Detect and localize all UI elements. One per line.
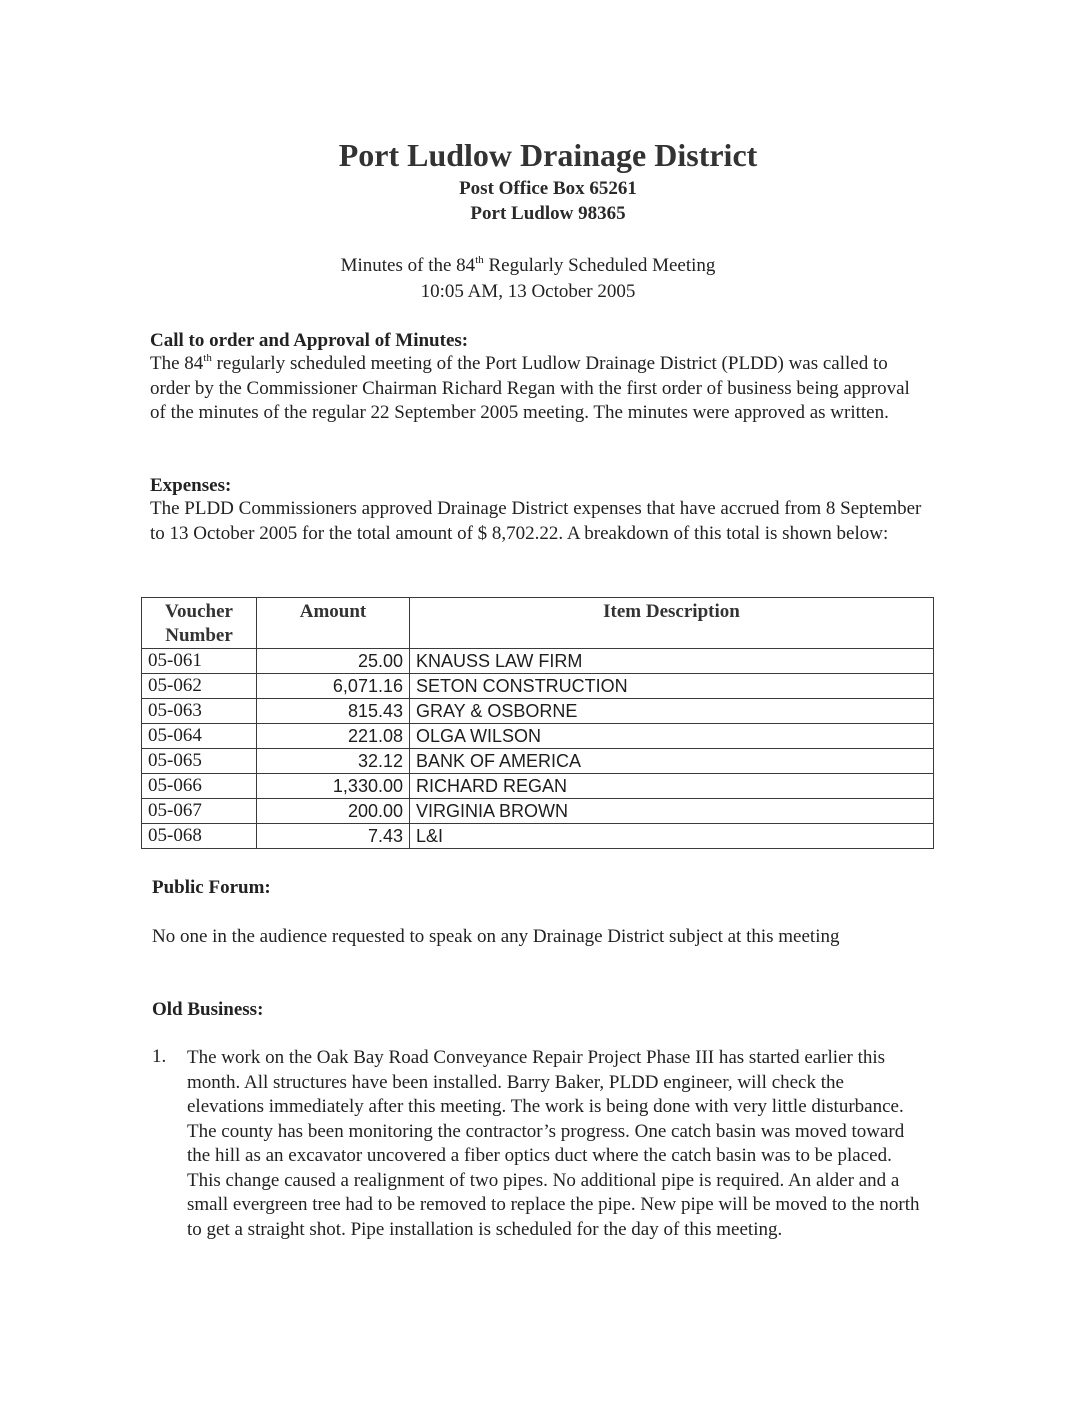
amount-cell: 200.00 [257,799,410,824]
meeting-title-post: Regularly Scheduled Meeting [483,255,716,276]
description-cell: L&I [410,824,934,849]
table-row [142,749,934,774]
voucher-cell: 05-063 [142,699,257,724]
amount-cell: 815.43 [257,699,410,724]
description-cell: KNAUSS LAW FIRM [410,649,934,674]
section-expenses [150,475,925,546]
description-cell: VIRGINIA BROWN [410,799,934,824]
column-header-description: Item Description [410,598,934,649]
description-cell: SETON CONSTRUCTION [410,674,934,699]
description-cell: OLGA WILSON [410,724,934,749]
text-post: regularly scheduled meeting of the Port Ludlow Drainage District (PLDD) was called to order by the Commissioner Chairman Richard Regan with the first order of business being approval of the minutes of the regular 22 September 2005 meeting. The minutes were approved as written. [150,353,910,423]
description-cell: BANK OF AMERICA [410,749,934,774]
voucher-cell: 05-064 [142,724,257,749]
meeting-title-pre: Minutes of the 84 [340,255,476,276]
column-header-amount: Amount [257,598,410,649]
table-row [142,724,934,749]
text-sup: th [203,352,212,364]
table-header-row [142,598,934,649]
column-header-voucher: Voucher Number [142,598,257,649]
address-city: Port Ludlow 98365 [470,203,626,224]
document-title: Port Ludlow Drainage District [338,137,758,173]
meeting-title-sup: th [475,254,484,266]
amount-cell: 221.08 [257,724,410,749]
description-cell: RICHARD REGAN [410,774,934,799]
voucher-cell: 05-061 [142,649,257,674]
section-call-to-order [150,330,920,426]
meeting-title [0,255,1056,277]
public-forum-text: No one in the audience requested to speak on any Drainage District subject at this meeting [152,926,840,947]
old-business-heading: Old Business: [152,999,264,1020]
table-row [142,799,934,824]
table-row [142,774,934,799]
expense-table [141,597,934,849]
public-forum-heading: Public Forum: [152,877,271,898]
amount-cell: 6,071.16 [257,674,410,699]
amount-cell: 1,330.00 [257,774,410,799]
address-po-box: Post Office Box 65261 [459,178,637,199]
description-cell: GRAY & OSBORNE [410,699,934,724]
section-heading: Call to order and Approval of Minutes: [150,330,469,351]
table-row [142,699,934,724]
list-item-text: The work on the Oak Bay Road Conveyance Repair Project Phase III has started earlier this month. All structures have been installed. Barry Baker, PLDD engineer, will check the elevations immediately after this meeting. The work is being done with very little disturbance. The county has been monitoring the contractor’s progress. One catch basin was moved toward the hill as an excavator uncovered a fiber optics duct where the catch basin was to be placed. This change caused a realignment of two pipes. No additional pipe is required. An alder and a small evergreen tree had to be removed to replace the pipe. New pipe will be moved to the north to get a straight shot. Pipe installation is scheduled for the day of this meeting. [187,1047,920,1240]
meeting-datetime: 10:05 AM, 13 October 2005 [420,281,636,302]
voucher-cell: 05-068 [142,824,257,849]
section-text: The PLDD Commissioners approved Drainage District expenses that have accrued from 8 September to 13 October 2005 for the total amount of $ 8,702.22. A breakdown of this total is shown below: [150,498,922,544]
text-pre: The 84 [150,353,204,374]
amount-cell: 32.12 [257,749,410,774]
amount-cell: 25.00 [257,649,410,674]
list-item-number: 1. [152,1046,167,1067]
section-text [150,352,920,426]
voucher-cell: 05-067 [142,799,257,824]
amount-cell: 7.43 [257,824,410,849]
table-row [142,824,934,849]
voucher-cell: 05-066 [142,774,257,799]
table-row [142,674,934,699]
voucher-cell: 05-065 [142,749,257,774]
table-row [142,649,934,674]
section-heading: Expenses: [150,475,232,496]
voucher-cell: 05-062 [142,674,257,699]
